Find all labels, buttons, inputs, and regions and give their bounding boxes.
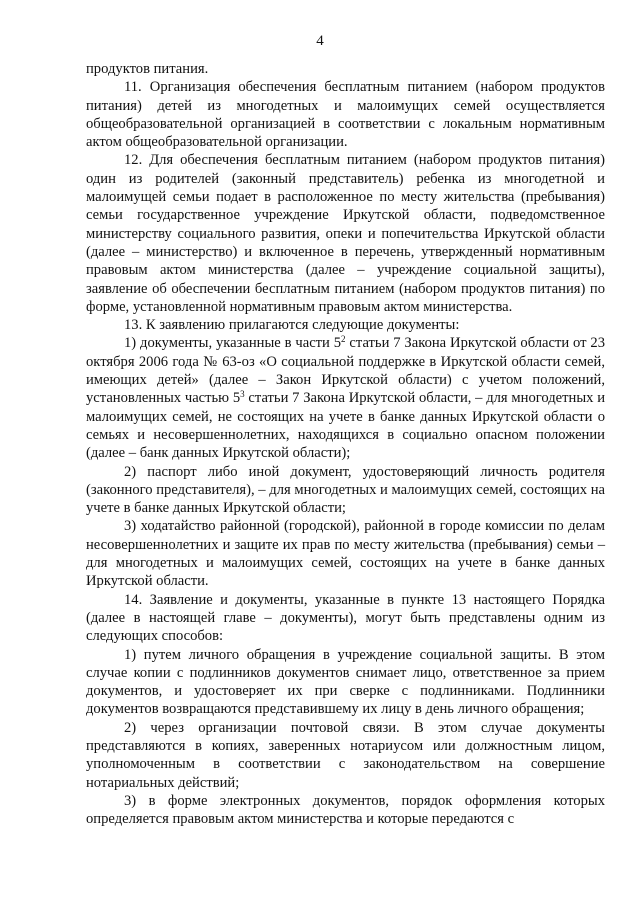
text-run: статьи 7 Закона Иркутской области от 23 октября 2006 года № 63-оз «О социальной поддержке в Иркутской области семей, имеющих детей» (далее – Закон Иркутской области) с учетом положений, установленных частью 5 [86, 335, 606, 407]
paragraph-item-13: 13. К заявлению прилагаются следующие документы: [124, 317, 460, 334]
paragraph-item-14-1: 1) путем личного обращения в учреждение социальной защиты. В этом случае копии с подлинников документов снимает лицо, ответственное за прием документов, и удостоверяет их при сверке с подлинниками. Подлинники документов возвращаются представившему их лицу в день личного обращения; [86, 646, 605, 718]
paragraph-item-11: 11. Организация обеспечения бесплатным питанием (набором продуктов питания) детей из многодетных и малоимущих семей осуществляется общеобразовательной организацией в соответствии с локальным нормативным актом общеобразовательной организации. [86, 79, 605, 151]
paragraph-item-13-1 [86, 334, 605, 462]
document-body [86, 60, 605, 828]
superscript: 3 [240, 389, 245, 400]
paragraph-continuation: продуктов питания. [86, 61, 209, 77]
superscript: 2 [341, 334, 346, 345]
paragraph-item-14-2: 2) через организации почтовой связи. В этом случае документы представляются в копиях, заверенных нотариусом или должностным лицом, уполномоченным в соответствии с законодательством на совершение нотариальных действий; [86, 719, 605, 791]
page-number: 4 [316, 33, 324, 49]
paragraph-item-14-3: 3) в форме электронных документов, порядок оформления которых определяется правовым актом министерства и которые передаются с [86, 792, 605, 828]
paragraph-item-13-2: 2) паспорт либо иной документ, удостоверяющий личность родителя (законного представителя), – для многодетных и малоимущих семей, состоящих на учете в банке данных Иркутской области; [86, 463, 605, 517]
text-run: 1) документы, указанные в части 5 [124, 335, 342, 352]
paragraph-item-13-3: 3) ходатайство районной (городской), районной в городе комиссии по делам несовершеннолетних и защите их прав по месту жительства (пребывания) семьи – для многодетных и малоимущих семей, состоящих на учете в банке данных Иркутской области. [86, 518, 605, 590]
paragraph-item-14: 14. Заявление и документы, указанные в пункте 13 настоящего Порядка (далее в настоящей главе – документы), могут быть представлены одним из следующих способов: [86, 591, 605, 645]
text-run: статьи 7 Закона Иркутской области, – для многодетных и малоимущих семей, не состоящих на учете в банке данных Иркутской области о семьях и несовершеннолетних, находящихся в социально опасном положении (далее – банк данных Иркутской области); [86, 390, 606, 462]
paragraph-item-12: 12. Для обеспечения бесплатным питанием (набором продуктов питания) один из родителей (законный представитель) ребенка из многодетной и малоимущей семьи подает в расположенное по месту жительства (пребывания) семьи государственное учреждение Иркутской области, подведомственное министерству социального развития, опеки и попечительства Иркутской области (далее – министерство) и включенное в перечень, утвержденный нормативным правовым актом министерства (далее – учреждение социальной защиты), заявление об обеспечении бесплатным питанием (набором продуктов питания) по форме, установленной нормативным правовым актом министерства. [86, 152, 605, 315]
